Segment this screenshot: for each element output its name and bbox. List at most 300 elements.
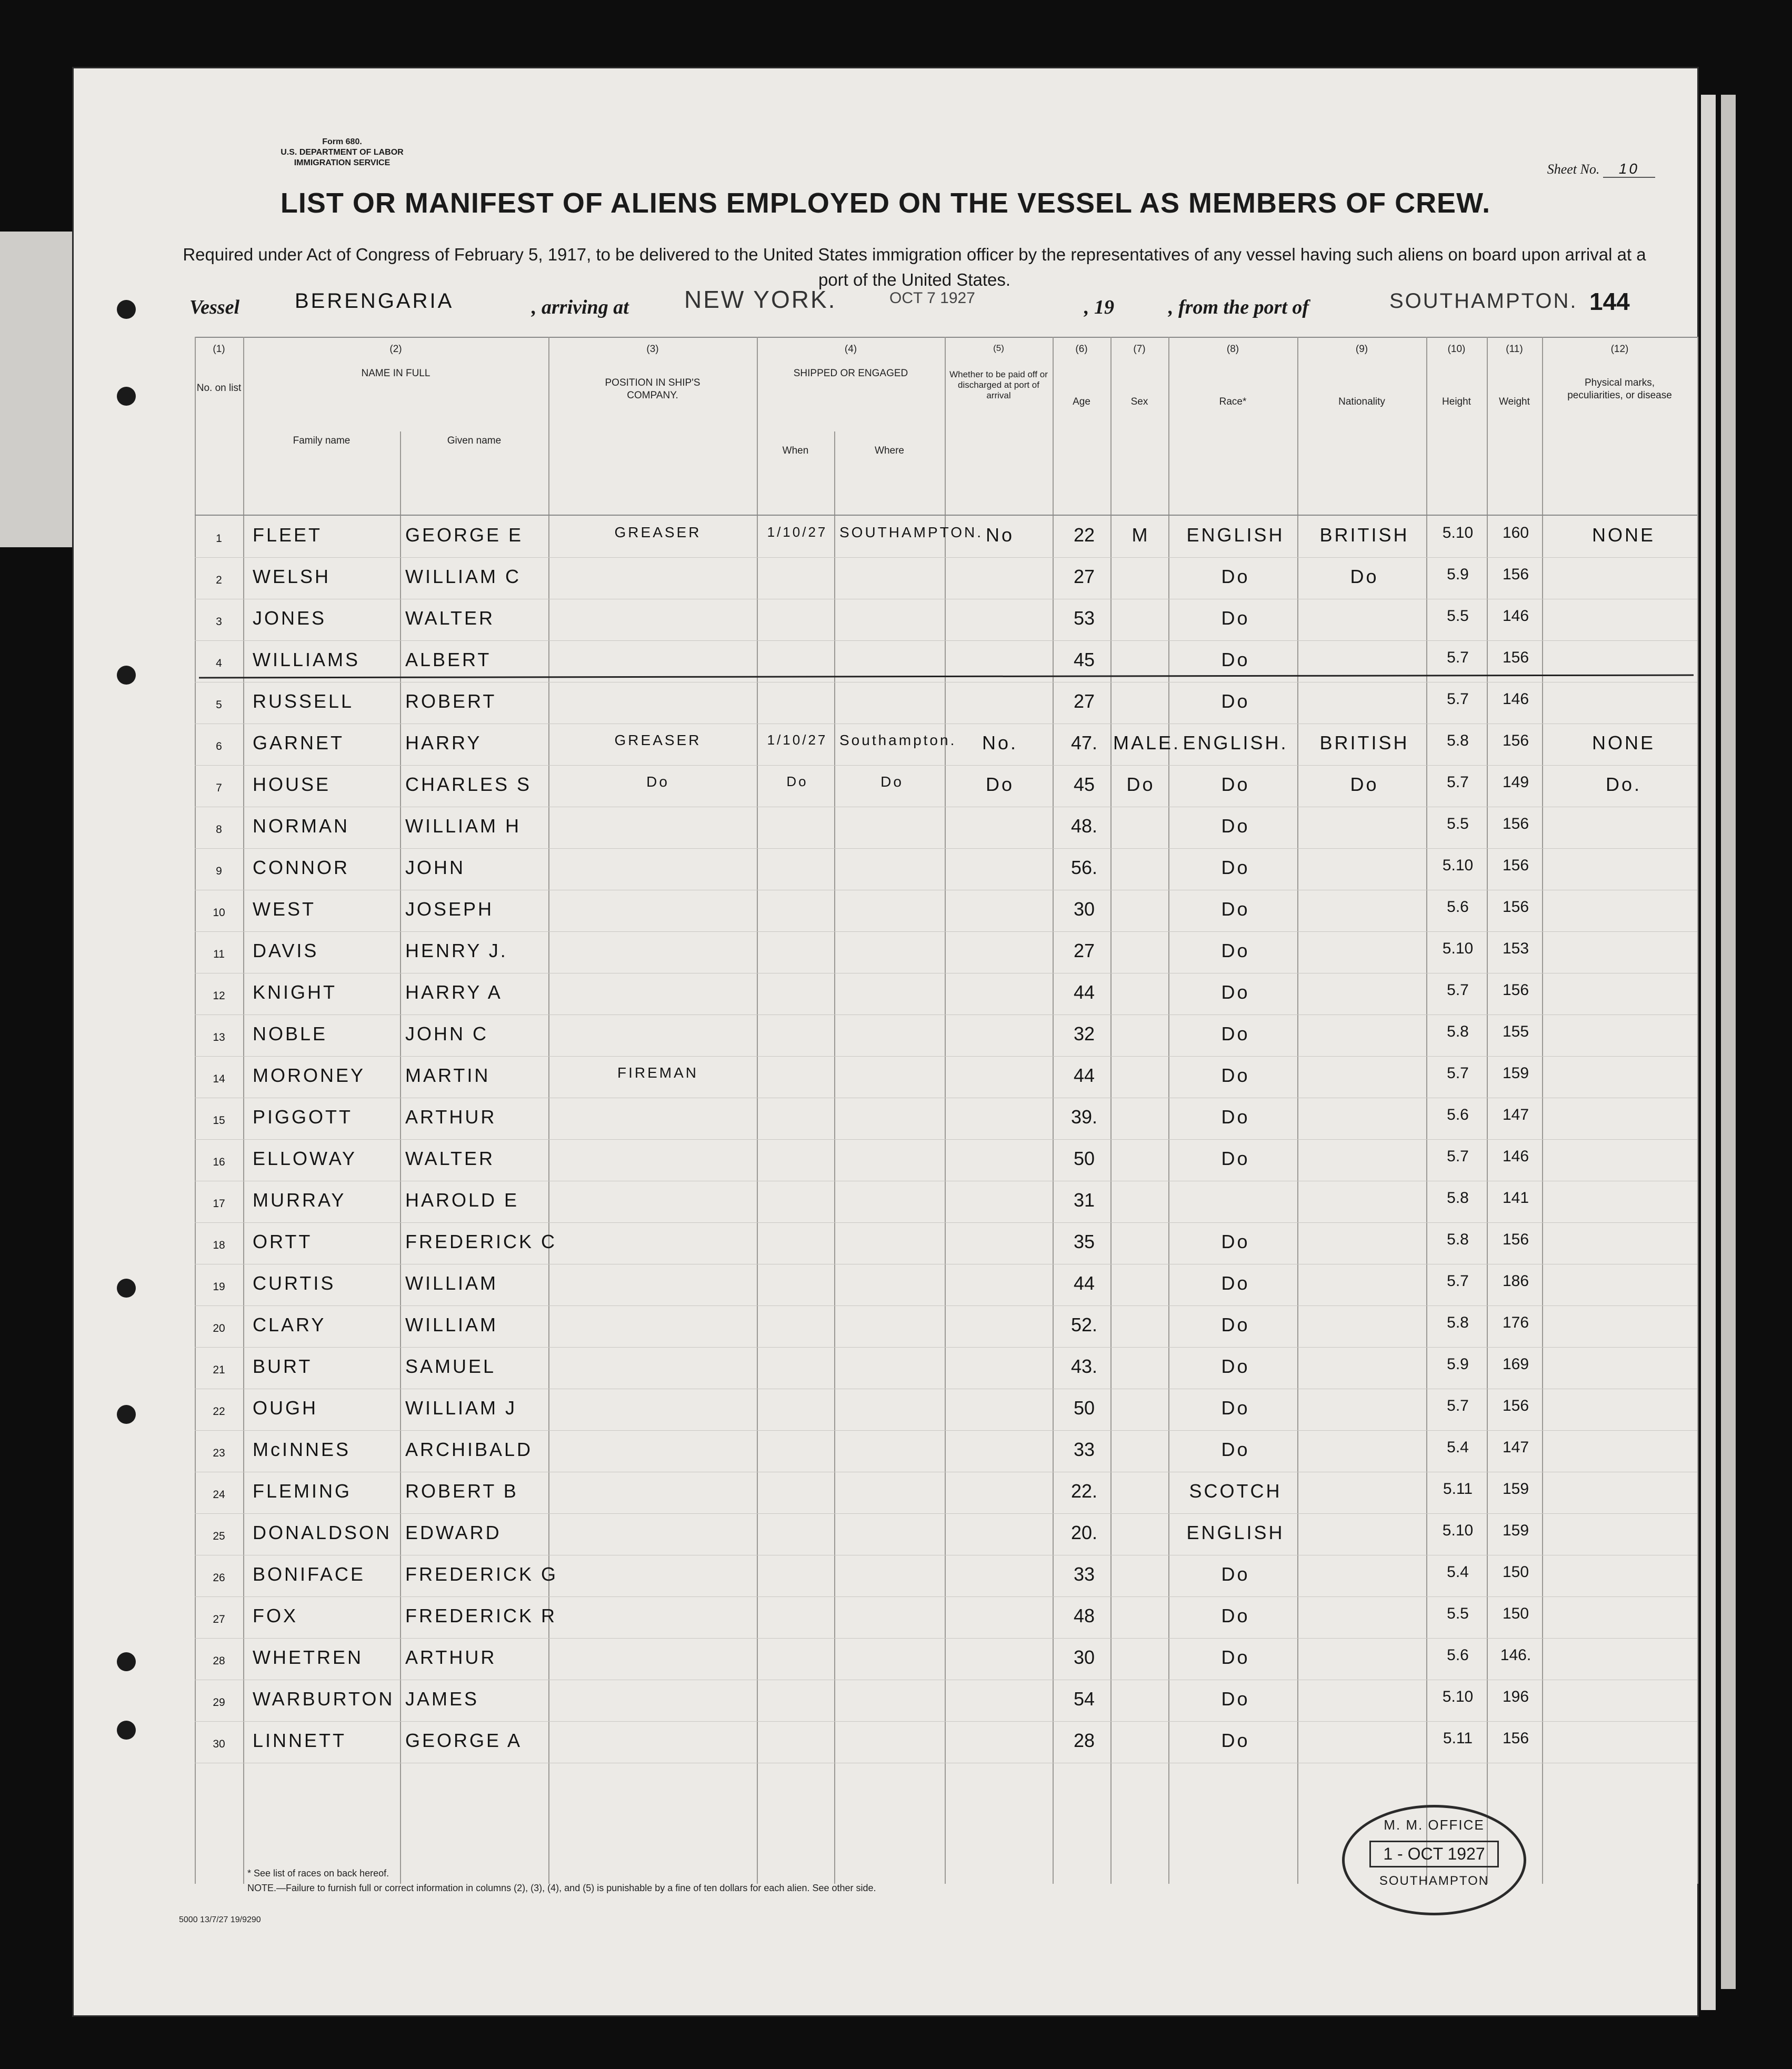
cell-age: 32: [1073, 1023, 1095, 1044]
cell-given: WILLIAM J: [405, 1397, 517, 1419]
cell-where: SOUTHAMPTON.: [839, 524, 984, 540]
cell-given: WILLIAM C: [405, 566, 522, 587]
cell-race: Do: [1221, 1064, 1250, 1086]
cell-family: CONNOR: [253, 857, 349, 878]
cell-no: 20: [213, 1322, 225, 1334]
cell-no: 26: [213, 1572, 225, 1584]
cell-family: WELSH: [253, 566, 331, 587]
cell-age: 27: [1073, 690, 1095, 712]
department: U.S. DEPARTMENT OF LABOR: [281, 148, 404, 157]
cell-weight: 156: [1502, 857, 1529, 874]
footnote-penalty: NOTE.—Failure to furnish full or correct information in columns (2), (3), (4), and (5) is punishable by a fine of ten dollars for each alien. See other side.: [247, 1883, 876, 1893]
cell-family: MURRAY: [253, 1189, 346, 1211]
cell-age: 52.: [1070, 1314, 1098, 1335]
cell-no: 8: [216, 823, 222, 836]
cell-given: GEORGE A: [405, 1730, 523, 1751]
sheet-label: Sheet No.: [1547, 162, 1600, 177]
table-row: [195, 1389, 1697, 1431]
cell-no: 4: [216, 657, 222, 669]
cell-race: Do: [1221, 690, 1250, 712]
cell-race: Do: [1221, 898, 1250, 920]
cell-age: 45: [1073, 649, 1095, 670]
cell-family: McINNES: [253, 1439, 351, 1460]
cell-race: Do: [1221, 607, 1250, 629]
cell-age: 27: [1073, 566, 1095, 587]
cell-given: JOHN: [405, 857, 465, 878]
cell-weight: 169: [1502, 1355, 1529, 1373]
cell-weight: 156: [1502, 1231, 1529, 1248]
cell-no: 30: [213, 1738, 225, 1750]
cell-family: FLEET: [253, 524, 323, 546]
cell-height: 5.5: [1447, 815, 1469, 832]
cell-weight: 141: [1502, 1189, 1529, 1207]
punch-hole: [117, 666, 136, 685]
cell-weight: 146.: [1500, 1646, 1531, 1664]
footnote-races: * See list of races on back hereof.: [247, 1868, 389, 1879]
cell-no: 5: [216, 699, 222, 711]
cell-age: 43.: [1070, 1355, 1098, 1377]
cell-no: 9: [216, 865, 222, 877]
cell-weight: 156: [1502, 566, 1529, 583]
cell-height: 5.8: [1447, 1189, 1469, 1207]
table-row: [195, 890, 1697, 932]
cell-given: ARTHUR: [405, 1106, 497, 1128]
col4-header: (4) SHIPPED OR ENGAGED: [793, 344, 908, 379]
cell-age: 48.: [1070, 815, 1098, 837]
cell-weight: 153: [1502, 940, 1529, 957]
col12-header: (12) Physical marks, peculiarities, or disease: [1567, 344, 1672, 401]
cell-no: 23: [213, 1447, 225, 1459]
print-code: 5000 13/7/27 19/9290: [179, 1915, 261, 1924]
left-underlying-page: [0, 232, 74, 547]
cell-height: 5.7: [1447, 649, 1469, 666]
cell-family: WEST: [253, 898, 316, 920]
cell-race: Do: [1221, 1148, 1250, 1169]
cell-given: SAMUEL: [405, 1355, 496, 1377]
cell-where: Southampton.: [839, 732, 957, 748]
cell-race: Do: [1221, 857, 1250, 878]
cell-when: Do: [786, 774, 808, 789]
sheet-value: 10: [1603, 160, 1655, 178]
cell-age: 54: [1073, 1688, 1095, 1710]
cell-weight: 176: [1502, 1314, 1529, 1331]
cell-height: 5.7: [1447, 1397, 1469, 1414]
cell-given: ROBERT: [405, 690, 497, 712]
col7-header: (7) Sex: [1130, 344, 1148, 407]
table-row: [195, 1555, 1697, 1597]
family-name-header: Family name: [293, 435, 351, 446]
cell-age: 44: [1073, 981, 1095, 1003]
cell-family: WILLIAMS: [253, 649, 361, 670]
cell-weight: 186: [1502, 1272, 1529, 1290]
cell-no: 29: [213, 1696, 225, 1709]
cell-weight: 156: [1502, 1397, 1529, 1414]
cell-family: DONALDSON: [253, 1522, 392, 1543]
cell-family: BONIFACE: [253, 1563, 366, 1585]
cell-weight: 156: [1502, 1730, 1529, 1747]
table-row: [195, 1015, 1697, 1057]
cell-no: 18: [213, 1239, 225, 1251]
cell-family: FOX: [253, 1605, 298, 1626]
cell-given: WILLIAM H: [405, 815, 522, 837]
punch-hole: [117, 1652, 136, 1671]
cell-given: JOSEPH: [405, 898, 494, 920]
cell-height: 5.7: [1447, 1272, 1469, 1290]
cell-weight: 196: [1502, 1688, 1529, 1705]
col11-header: (11) Weight: [1499, 344, 1530, 407]
col9-header: (9) Nationality: [1338, 344, 1385, 407]
cell-race: SCOTCH: [1189, 1480, 1282, 1502]
where-header: Where: [875, 445, 904, 456]
manifest-sheet: [74, 68, 1697, 2015]
cell-weight: 159: [1502, 1522, 1529, 1539]
from-label: , from the port of: [1168, 296, 1309, 318]
cell-height: 5.10: [1442, 940, 1474, 957]
punch-hole: [117, 1279, 136, 1298]
cell-height: 5.11: [1443, 1730, 1473, 1747]
cell-family: OUGH: [253, 1397, 318, 1419]
cell-height: 5.7: [1447, 981, 1469, 999]
table-row: [195, 1098, 1697, 1140]
given-name-header: Given name: [447, 435, 502, 446]
table-row: [195, 1472, 1697, 1514]
cell-race: Do: [1221, 566, 1250, 587]
cell-paid: No.: [982, 732, 1018, 754]
cell-height: 5.9: [1447, 566, 1469, 583]
cell-no: 25: [213, 1530, 225, 1542]
cell-height: 5.6: [1447, 1106, 1469, 1123]
table-row: [195, 765, 1697, 807]
cell-no: 12: [213, 990, 225, 1002]
table-row: [195, 1513, 1697, 1555]
cell-family: KNIGHT: [253, 981, 337, 1003]
cell-position: GREASER: [614, 524, 702, 540]
cell-given: HARRY: [405, 732, 482, 754]
cell-race: ENGLISH: [1186, 524, 1285, 546]
cell-height: 5.4: [1447, 1439, 1469, 1456]
cell-height: 5.8: [1447, 1314, 1469, 1331]
cell-race: Do: [1221, 1106, 1250, 1128]
cell-family: WARBURTON: [253, 1688, 395, 1710]
cell-weight: 150: [1502, 1563, 1529, 1581]
table-row: [195, 724, 1697, 766]
cell-age: 22.: [1070, 1480, 1098, 1502]
cell-age: 44: [1073, 1272, 1095, 1294]
stamp-bottom: SOUTHAMPTON: [1379, 1874, 1489, 1888]
table-row: [195, 682, 1697, 724]
punch-hole: [117, 1405, 136, 1424]
cell-age: 30: [1073, 1646, 1095, 1668]
cell-height: 5.8: [1447, 1023, 1469, 1040]
right-page-edge: [1701, 95, 1716, 2010]
cell-height: 5.10: [1442, 1688, 1474, 1705]
cell-family: LINNETT: [253, 1730, 347, 1751]
table-row: [195, 1181, 1697, 1223]
cell-height: 5.10: [1442, 524, 1474, 541]
cell-given: MARTIN: [405, 1064, 490, 1086]
cell-no: 17: [213, 1198, 225, 1210]
cell-age: 20.: [1070, 1522, 1098, 1543]
cell-family: NOBLE: [253, 1023, 328, 1044]
cell-family: CLARY: [253, 1314, 326, 1335]
cell-nationality: BRITISH: [1319, 732, 1409, 754]
cell-given: JAMES: [405, 1688, 479, 1710]
cell-weight: 159: [1502, 1064, 1529, 1082]
cell-age: 31: [1073, 1189, 1095, 1211]
stamp-date: 1 - OCT 1927: [1369, 1841, 1499, 1867]
cell-weight: 156: [1502, 732, 1529, 749]
cell-no: 19: [213, 1281, 225, 1293]
col10-header: (10) Height: [1442, 344, 1471, 407]
cell-age: 45: [1073, 774, 1095, 795]
cell-no: 6: [216, 740, 222, 752]
cell-where: Do: [880, 774, 904, 790]
cell-no: 1: [216, 533, 222, 545]
table-row: [195, 931, 1697, 973]
cell-given: HAROLD E: [405, 1189, 519, 1211]
cell-race: Do: [1221, 1439, 1250, 1460]
year-label: , 19: [1084, 296, 1114, 318]
cell-weight: 159: [1502, 1480, 1529, 1498]
cell-family: WHETREN: [253, 1646, 363, 1668]
cell-no: 13: [213, 1031, 225, 1043]
table-row: [195, 557, 1697, 599]
cell-no: 11: [213, 948, 225, 960]
table-row: [195, 1430, 1697, 1472]
col5-header: (5) Whether to be paid off or discharged at port of arrival: [949, 343, 1048, 400]
cell-family: PIGGOTT: [253, 1106, 353, 1128]
cell-age: 50: [1073, 1397, 1095, 1419]
table-row: [195, 1222, 1697, 1264]
table-row: [195, 807, 1697, 849]
cell-height: 5.4: [1447, 1563, 1469, 1581]
cell-age: 50: [1073, 1148, 1095, 1169]
cell-given: WILLIAM: [405, 1314, 498, 1335]
cell-given: CHARLES S: [405, 774, 532, 795]
arrival-date-stamp: OCT 7 1927: [889, 289, 975, 307]
vessel-label: Vessel: [189, 296, 239, 318]
cell-height: 5.10: [1442, 857, 1474, 874]
cell-family: MORONEY: [253, 1064, 366, 1086]
cell-no: 15: [213, 1114, 225, 1127]
right-page-edge-2: [1721, 95, 1736, 1989]
table-row: [195, 1721, 1697, 1763]
cell-no: 27: [213, 1613, 225, 1625]
table-row: [195, 1638, 1697, 1680]
cell-given: FREDERICK C: [405, 1231, 557, 1252]
cell-height: 5.5: [1447, 1605, 1469, 1622]
cell-family: RUSSELL: [253, 690, 354, 712]
cell-sex: Do: [1126, 774, 1155, 795]
cell-age: 48: [1073, 1605, 1095, 1626]
cell-no: 28: [213, 1655, 225, 1667]
cell-race: Do: [1221, 1688, 1250, 1710]
cell-family: CURTIS: [253, 1272, 336, 1294]
cell-given: WILLIAM: [405, 1272, 498, 1294]
cell-no: 22: [213, 1405, 225, 1418]
cell-race: Do: [1221, 1397, 1250, 1419]
cell-family: HOUSE: [253, 774, 331, 795]
cell-race: Do: [1221, 815, 1250, 837]
cell-position: Do: [646, 774, 669, 790]
table-row: [195, 1305, 1697, 1348]
cell-no: 7: [216, 782, 222, 794]
cell-race: Do: [1221, 1563, 1250, 1585]
cell-sex: MALE.: [1113, 732, 1181, 754]
cell-height: 5.7: [1447, 690, 1469, 708]
cell-paid: Do: [985, 774, 1015, 795]
col8-header: (8) Race*: [1219, 344, 1247, 407]
table-row: [195, 1596, 1697, 1639]
cell-weight: 147: [1502, 1439, 1529, 1456]
cell-weight: 156: [1502, 815, 1529, 832]
table-row: [195, 1264, 1697, 1306]
service: IMMIGRATION SERVICE: [294, 158, 391, 167]
cell-no: 14: [213, 1073, 225, 1085]
cell-race: Do: [1221, 1023, 1250, 1044]
page-number: 144: [1589, 288, 1630, 315]
cell-family: DAVIS: [253, 940, 319, 961]
cell-height: 5.8: [1447, 732, 1469, 749]
cell-age: 33: [1073, 1439, 1095, 1460]
cell-marks: Do.: [1605, 774, 1642, 795]
cell-paid: No: [985, 524, 1015, 546]
cell-age: 56.: [1070, 857, 1098, 878]
table-row: [195, 599, 1697, 641]
table-row: [195, 1056, 1697, 1098]
arriving-label: , arriving at: [532, 296, 629, 318]
punch-hole: [117, 300, 136, 319]
cell-weight: 146: [1502, 607, 1529, 625]
cell-sex: M: [1132, 524, 1150, 546]
cell-family: NORMAN: [253, 815, 349, 837]
cell-age: 39.: [1070, 1106, 1098, 1128]
cell-race: Do: [1221, 1646, 1250, 1668]
col1-header: (1) No. on list: [196, 344, 242, 394]
cell-nationality: Do: [1350, 774, 1379, 795]
cell-age: 28: [1073, 1730, 1095, 1751]
cell-given: ARCHIBALD: [405, 1439, 533, 1460]
cell-position: FIREMAN: [617, 1064, 698, 1081]
table-row: [195, 1347, 1697, 1389]
cell-no: 21: [213, 1364, 225, 1376]
cell-weight: 150: [1502, 1605, 1529, 1622]
cell-race: Do: [1221, 649, 1250, 670]
cell-family: ORTT: [253, 1231, 313, 1252]
cell-nationality: Do: [1350, 566, 1379, 587]
cell-given: HENRY J.: [405, 940, 508, 961]
cell-height: 5.6: [1447, 898, 1469, 916]
from-port: SOUTHAMPTON.: [1389, 289, 1578, 313]
cell-age: 30: [1073, 898, 1095, 920]
cell-race: Do: [1221, 1272, 1250, 1294]
page-title: LIST OR MANIFEST OF ALIENS EMPLOYED ON THE VESSEL AS MEMBERS OF CREW.: [280, 187, 1491, 219]
cell-age: 53: [1073, 607, 1095, 629]
cell-age: 35: [1073, 1231, 1095, 1252]
cell-age: 22: [1073, 524, 1095, 546]
cell-weight: 156: [1502, 898, 1529, 916]
cell-race: Do: [1221, 1730, 1250, 1751]
cell-weight: 160: [1502, 524, 1529, 541]
table-row: [195, 973, 1697, 1015]
cell-race: Do: [1221, 1605, 1250, 1626]
cell-marks: NONE: [1591, 732, 1655, 754]
sheet-number: [1547, 160, 1655, 177]
cell-height: 5.5: [1447, 607, 1469, 625]
stamp-top: M. M. OFFICE: [1384, 1817, 1485, 1833]
cell-given: JOHN C: [405, 1023, 488, 1044]
cell-given: GEORGE E: [405, 524, 524, 546]
cell-no: 16: [213, 1156, 225, 1168]
crew-table: [195, 337, 1697, 1884]
cell-family: GARNET: [253, 732, 345, 754]
cell-age: 44: [1073, 1064, 1095, 1086]
table-row: [195, 1139, 1697, 1181]
cell-weight: 149: [1502, 774, 1529, 791]
cell-race: Do: [1221, 940, 1250, 961]
table-row: [195, 848, 1697, 890]
cell-height: 5.9: [1447, 1355, 1469, 1373]
cell-race: Do: [1221, 1314, 1250, 1335]
cell-age: 33: [1073, 1563, 1095, 1585]
cell-no: 24: [213, 1489, 225, 1501]
cell-given: FREDERICK R: [405, 1605, 557, 1626]
cell-height: 5.10: [1442, 1522, 1474, 1539]
form-header: [247, 137, 437, 168]
col3-header: (3) POSITION IN SHIP'S COMPANY.: [605, 344, 700, 401]
cell-age: 47.: [1070, 732, 1098, 754]
cell-no: 10: [213, 907, 225, 919]
cell-given: ALBERT: [405, 649, 492, 670]
cell-race: ENGLISH: [1186, 1522, 1285, 1543]
office-stamp: [1342, 1805, 1526, 1915]
cell-given: WALTER: [405, 607, 495, 629]
cell-race: Do: [1221, 774, 1250, 795]
cell-given: WALTER: [405, 1148, 495, 1169]
cell-height: 5.7: [1447, 1148, 1469, 1165]
vessel-name: BERENGARIA: [295, 289, 454, 313]
cell-weight: 146: [1502, 690, 1529, 708]
cell-when: 1/10/27: [767, 732, 828, 748]
cell-no: 2: [216, 574, 222, 586]
cell-family: BURT: [253, 1355, 313, 1377]
cell-weight: 147: [1502, 1106, 1529, 1123]
cell-race: ENGLISH.: [1183, 732, 1288, 754]
cell-marks: NONE: [1591, 524, 1655, 546]
cell-race: Do: [1221, 1355, 1250, 1377]
when-header: When: [782, 445, 809, 456]
cell-height: 5.7: [1447, 774, 1469, 791]
cell-given: FREDERICK G: [405, 1563, 558, 1585]
cell-height: 5.6: [1447, 1646, 1469, 1664]
table-row: [195, 1680, 1697, 1722]
cell-given: ROBERT B: [405, 1480, 518, 1502]
cell-height: 5.8: [1447, 1231, 1469, 1248]
cell-given: EDWARD: [405, 1522, 502, 1543]
cell-age: 27: [1073, 940, 1095, 961]
col6-header: (6) Age: [1073, 344, 1090, 407]
cell-given: ARTHUR: [405, 1646, 497, 1668]
table-row: [195, 516, 1697, 558]
page-subtitle: Required under Act of Congress of February 5, 1917, to be delivered to the United States immigration officer by the representatives of any vessel having such aliens on board upon arrival at a port of the United States.: [183, 245, 1646, 289]
cell-no: 3: [216, 616, 222, 628]
cell-race: Do: [1221, 981, 1250, 1003]
cell-weight: 156: [1502, 649, 1529, 666]
vessel-line: [189, 286, 1674, 321]
cell-weight: 155: [1502, 1023, 1529, 1040]
form-number: Form 680.: [322, 137, 362, 146]
cell-family: FLEMING: [253, 1480, 352, 1502]
